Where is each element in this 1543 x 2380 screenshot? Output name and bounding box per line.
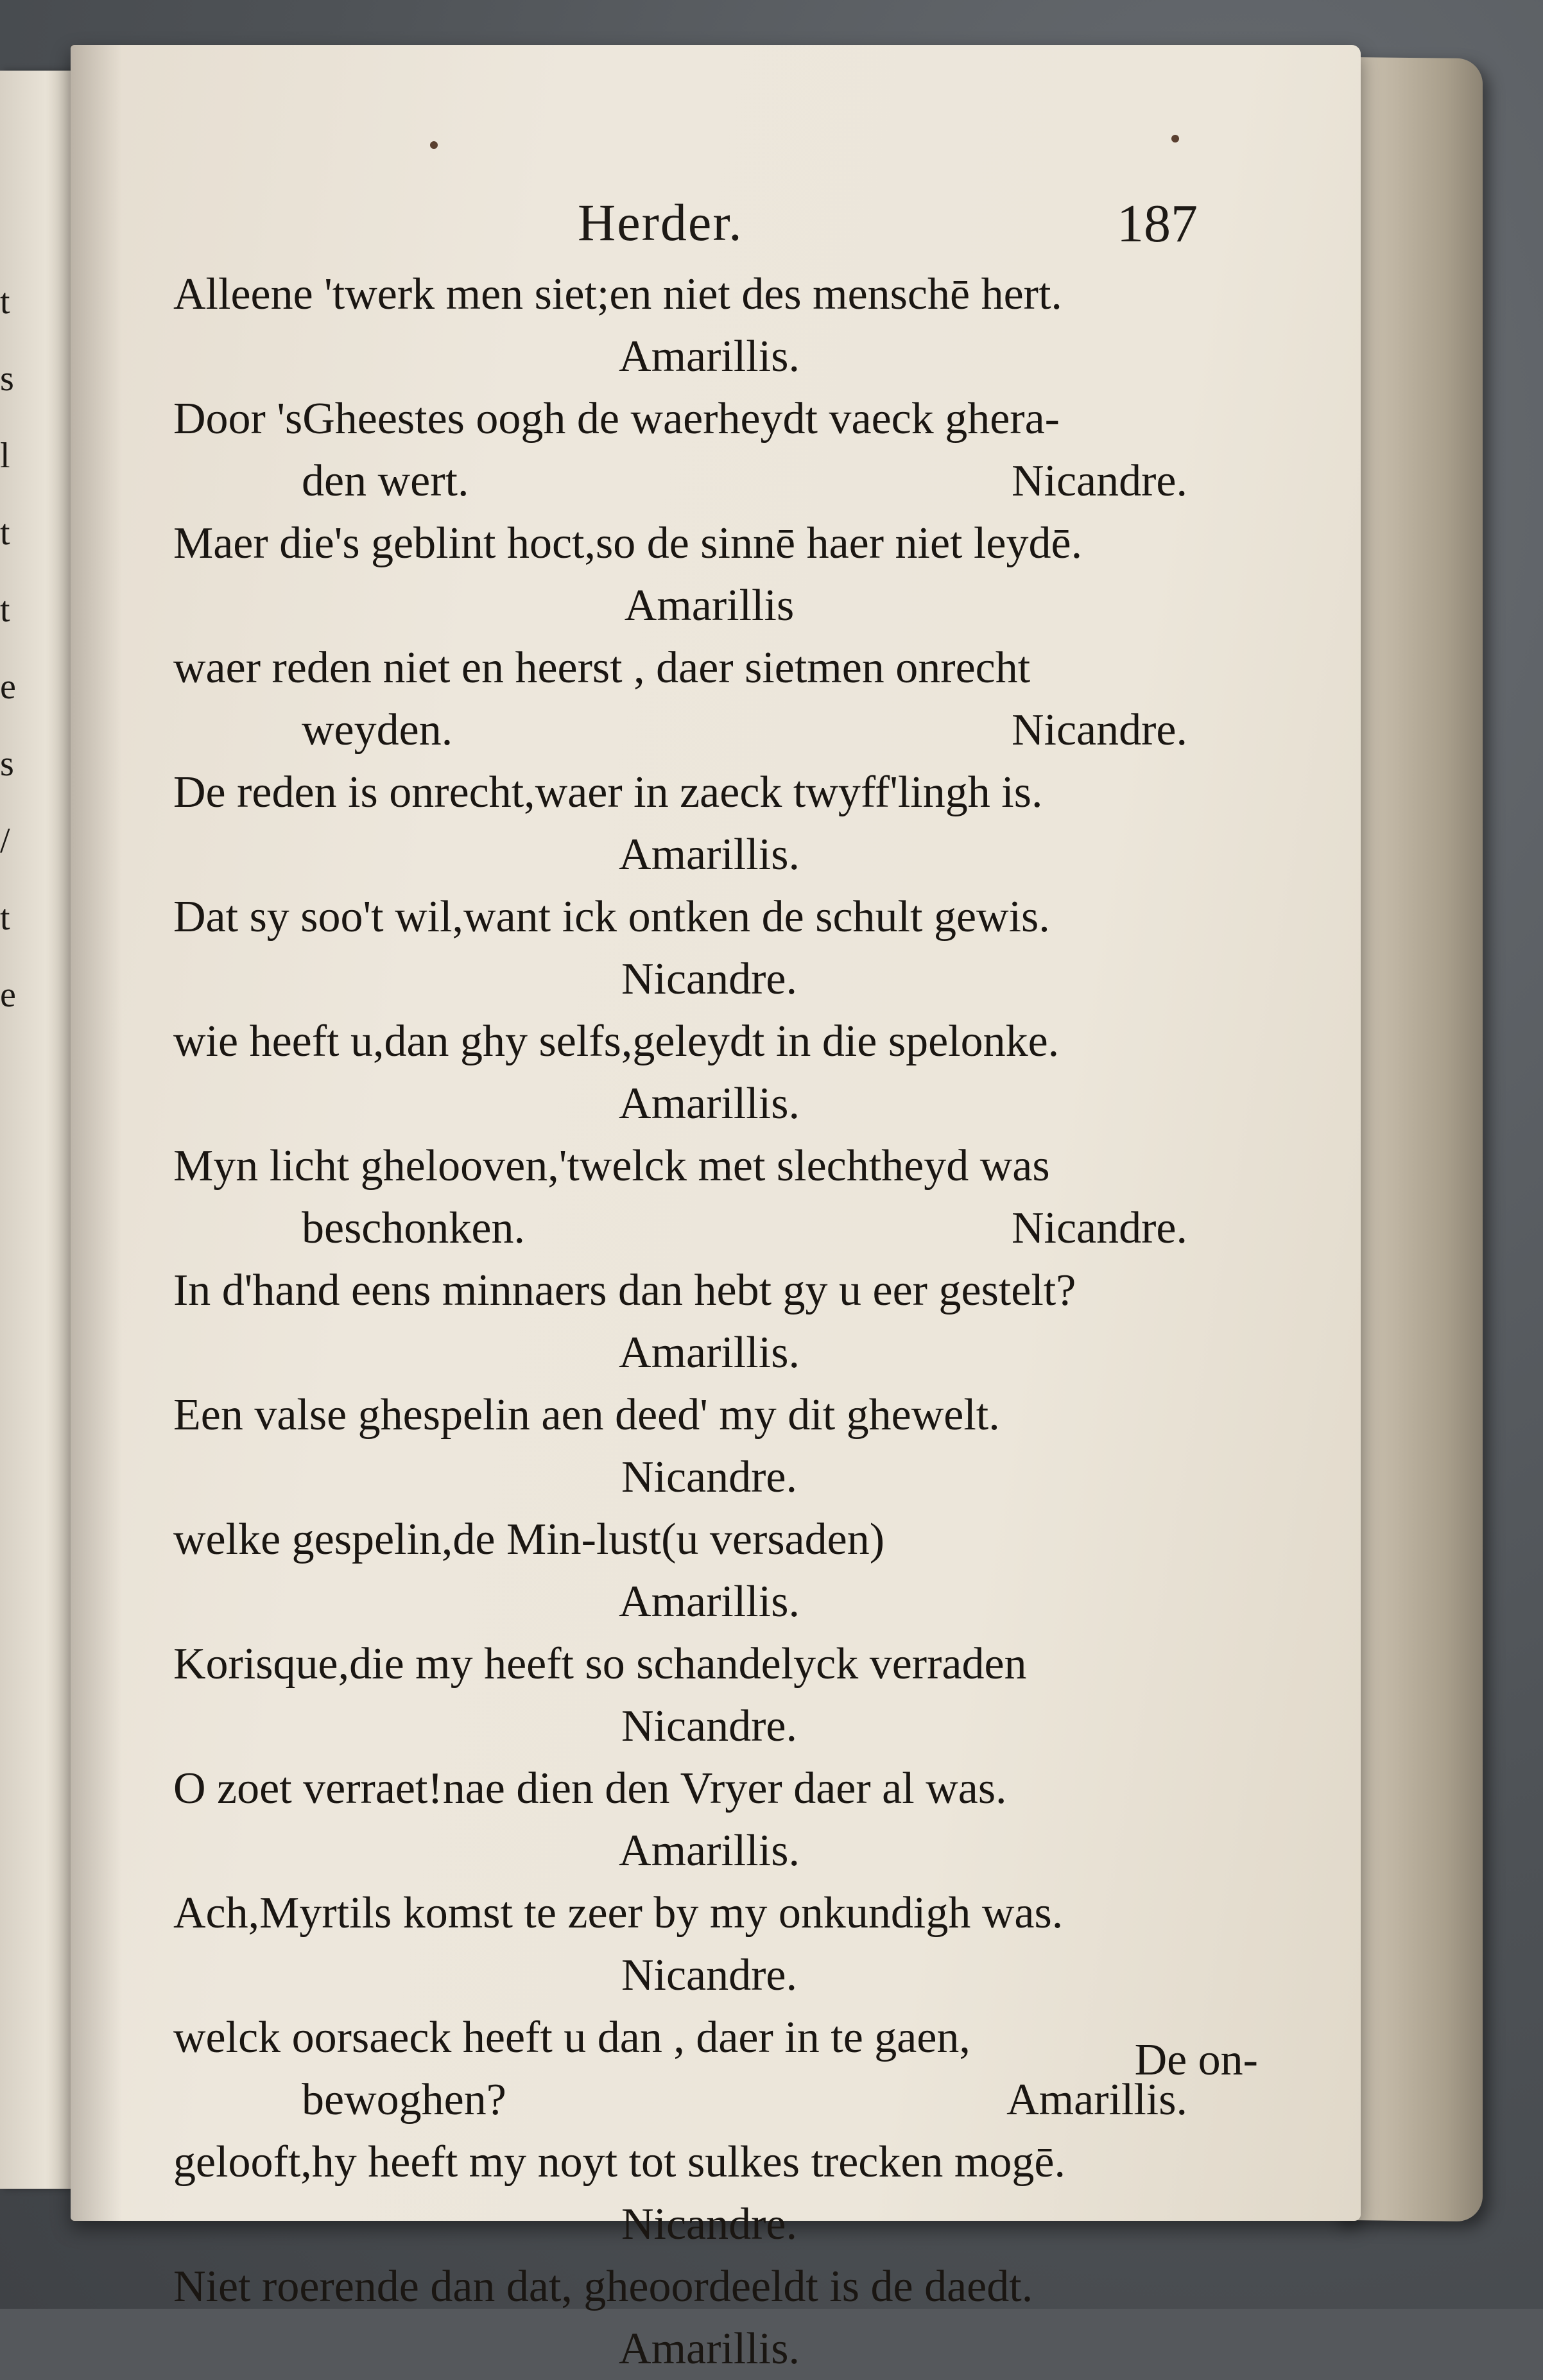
- fragment: /: [0, 821, 10, 861]
- book-page: [71, 45, 1361, 2374]
- fragment: t: [0, 282, 10, 322]
- verse-line: gelooft,hy heeft my noyt tot sulkes trecken mogē.: [173, 2137, 1065, 2187]
- verse-line: Korisque,die my heeft so schandelyck verraden: [173, 1639, 1027, 1689]
- verse-line-with-speaker: [167, 699, 1290, 761]
- verse-line: Dat sy soo't wil,want ick ontken de schult gewis.: [173, 892, 1050, 942]
- speaker-name: Nicandre.: [621, 1702, 798, 1751]
- verse-line: waer reden niet en heerst , daer sietmen onrecht: [173, 643, 1031, 693]
- fragment: t: [0, 898, 10, 938]
- verse-line: welck oorsaeck heeft u dan , daer in te gaen,: [173, 2013, 970, 2062]
- verse-line-with-speaker: [167, 1197, 1290, 1259]
- verse-line: O zoet verraet!nae dien den Vryer daer al was.: [173, 1764, 1007, 1813]
- verse-line: In d'hand eens minnaers dan hebt gy u eer gestelt?: [173, 1266, 1076, 1315]
- page-header: [71, 193, 1361, 263]
- verse-line: Een valse ghespelin aen deed' my dit ghewelt.: [173, 1390, 1000, 1440]
- speaker-name: Amarillis: [624, 581, 795, 630]
- speaker-name: Nicandre.: [621, 954, 798, 1004]
- verse-continuation: beschonken.: [302, 1203, 525, 1253]
- fragment: s: [0, 359, 14, 399]
- verse-line: De reden is onrecht,waer in zaeck twyff'lingh is.: [173, 768, 1043, 817]
- verse-line: Maer die's geblint hoct,so de sinnē haer niet leydē.: [173, 519, 1083, 568]
- verse-dialogue: [167, 263, 1290, 2380]
- facing-page-text-fragments: [0, 282, 26, 1053]
- verse-line: welke gespelin,de Min-lust(u versaden): [173, 1515, 885, 1564]
- speaker-name: Nicandre.: [1011, 705, 1187, 755]
- speaker-name: Amarillis.: [619, 1577, 800, 1626]
- verse-continuation: weyden.: [302, 705, 453, 755]
- verse-line: Alleene 'twerk men siet;en niet des menschē hert.: [173, 270, 1062, 319]
- verse-line: Myn licht ghelooven,'twelck met slechtheyd was: [173, 1141, 1050, 1191]
- ink-fleck: [1171, 135, 1179, 142]
- speaker-name: Nicandre.: [1011, 456, 1187, 506]
- page-number: 187: [1117, 194, 1198, 254]
- fragment: t: [0, 513, 10, 553]
- gutter-shadow: [71, 45, 122, 2221]
- verse-line-with-speaker: [167, 450, 1290, 512]
- speaker-name: Amarillis.: [619, 1079, 800, 1128]
- fragment: e: [0, 667, 16, 707]
- ink-fleck: [430, 141, 438, 149]
- verse-line: Niet roerende dan dat, gheoordeeldt is de daedt.: [173, 2262, 1033, 2311]
- fragment: e: [0, 975, 16, 1015]
- verse-line: Door 'sGheestes oogh de waerheydt vaeck ghera-: [173, 394, 1060, 444]
- speaker-name: Nicandre.: [1011, 1203, 1187, 1253]
- fragment: s: [0, 744, 14, 784]
- speaker-name: Nicandre.: [621, 1453, 798, 1502]
- fragment: t: [0, 590, 10, 630]
- speaker-name: Amarillis.: [619, 2324, 800, 2374]
- speaker-name: Amarillis.: [619, 1826, 800, 1876]
- speaker-name: Amarillis.: [619, 1328, 800, 1377]
- speaker-name: Nicandre.: [621, 1951, 798, 2000]
- facing-page-edge: [0, 71, 76, 2189]
- running-head: Herder.: [578, 193, 743, 252]
- speaker-name: Amarillis.: [1006, 2075, 1187, 2125]
- verse-continuation: den wert.: [302, 456, 469, 506]
- catchword: De on-: [1134, 2035, 1258, 2085]
- verse-line-with-speaker: [167, 2069, 1290, 2131]
- speaker-name: Amarillis.: [619, 332, 800, 381]
- verse-line: wie heeft u,dan ghy selfs,geleydt in die spelonke.: [173, 1017, 1060, 1066]
- speaker-name: Amarillis.: [619, 830, 800, 879]
- verse-continuation: bewoghen?: [302, 2075, 506, 2125]
- fragment: l: [0, 436, 10, 476]
- verse-line: Ach,Myrtils komst te zeer by my onkundigh was.: [173, 1888, 1064, 1938]
- speaker-name: Nicandre.: [621, 2200, 798, 2249]
